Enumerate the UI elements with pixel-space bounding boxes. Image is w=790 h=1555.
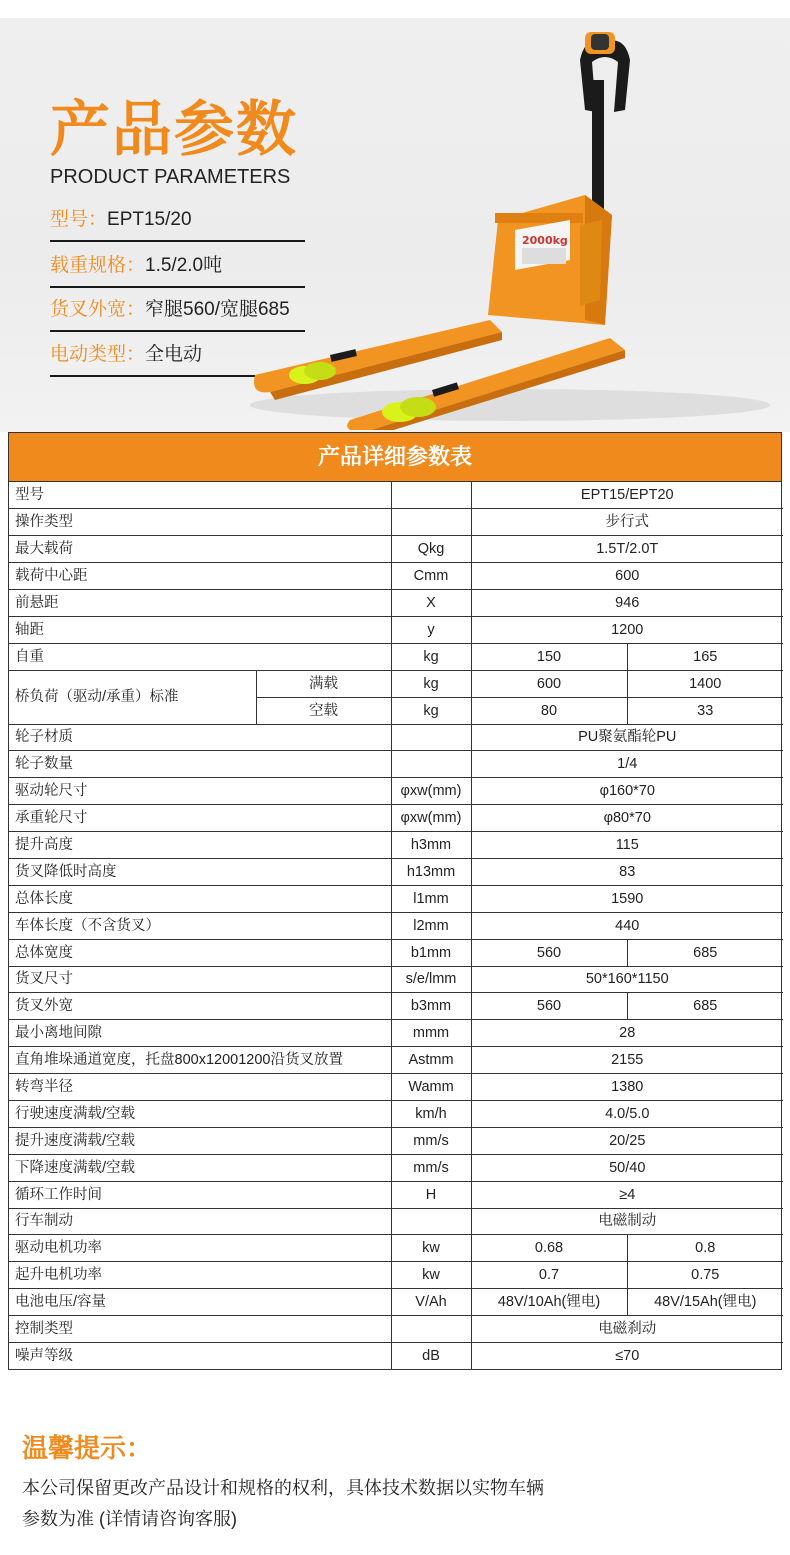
spec-label: 型号： (50, 209, 108, 230)
param-name: 提升高度 (9, 832, 391, 859)
param-unit: H (391, 1181, 471, 1208)
pallet-truck-image (240, 20, 790, 430)
param-unit: kw (391, 1262, 471, 1289)
page-subtitle: PRODUCT PARAMETERS (50, 166, 291, 188)
param-unit: kg (391, 643, 471, 670)
param-unit: X (391, 590, 471, 617)
param-name: 承重轮尺寸 (9, 805, 391, 832)
table-row (9, 616, 783, 643)
table-row (9, 536, 783, 563)
param-value: ≤70 (471, 1343, 783, 1370)
param-unit: kw (391, 1235, 471, 1262)
param-name: 行车制动 (9, 1208, 391, 1235)
param-value: 600 (471, 563, 783, 590)
table-row (9, 832, 783, 859)
param-value: 50/40 (471, 1154, 783, 1181)
table-row (9, 1316, 783, 1343)
spec-value: EPT15/20 (107, 209, 192, 230)
table-title: 产品详细参数表 (9, 433, 781, 482)
param-value-1: 80 (471, 697, 627, 724)
spec-value: 全电动 (145, 344, 203, 365)
param-value: EPT15/EPT20 (471, 482, 783, 509)
param-name: 循环工作时间 (9, 1181, 391, 1208)
param-unit: b3mm (391, 993, 471, 1020)
param-unit (391, 1208, 471, 1235)
param-name: 轮子材质 (9, 724, 391, 751)
table-row (9, 939, 783, 966)
param-value: 946 (471, 590, 783, 617)
param-name: 载荷中心距 (9, 563, 391, 590)
param-value-1: 560 (471, 939, 627, 966)
spec-value: 1.5/2.0吨 (145, 255, 223, 276)
table-row (9, 966, 783, 993)
param-value: φ160*70 (471, 778, 783, 805)
param-unit: Astmm (391, 1047, 471, 1074)
table-row (9, 751, 783, 778)
param-value: 电磁制动 (471, 1208, 783, 1235)
param-value-1: 48V/10Ah(锂电) (471, 1289, 627, 1316)
param-name: 桥负荷（驱动/承重）标准 (9, 670, 256, 724)
param-unit (391, 1316, 471, 1343)
table-row (9, 1289, 783, 1316)
hero-section (0, 0, 790, 432)
param-value: 1200 (471, 616, 783, 643)
table-row (9, 590, 783, 617)
param-unit: dB (391, 1343, 471, 1370)
param-name: 起升电机功率 (9, 1262, 391, 1289)
param-name: 最小离地间隙 (9, 1020, 391, 1047)
tips-text (22, 1473, 642, 1535)
param-unit: h3mm (391, 832, 471, 859)
table-row (9, 1127, 783, 1154)
spec-label: 货叉外宽： (50, 299, 146, 320)
table-row (9, 1154, 783, 1181)
table-row (9, 1343, 783, 1370)
table-row (9, 805, 783, 832)
param-value: 1/4 (471, 751, 783, 778)
param-value: 4.0/5.0 (471, 1100, 783, 1127)
param-value: ≥4 (471, 1181, 783, 1208)
param-value-2: 33 (627, 697, 783, 724)
param-unit: y (391, 616, 471, 643)
tips-line: 参数为准 (详情请咨询客服) (22, 1509, 237, 1529)
param-value-1: 560 (471, 993, 627, 1020)
param-value-2: 0.75 (627, 1262, 783, 1289)
param-unit (391, 751, 471, 778)
table-row (9, 1047, 783, 1074)
table-row (9, 1181, 783, 1208)
param-unit: Cmm (391, 563, 471, 590)
param-value: 1380 (471, 1074, 783, 1101)
param-value: 20/25 (471, 1127, 783, 1154)
table-row (9, 885, 783, 912)
param-name: 总体长度 (9, 885, 391, 912)
param-value: φ80*70 (471, 805, 783, 832)
param-value-2: 685 (627, 939, 783, 966)
param-name: 型号 (9, 482, 391, 509)
param-name: 控制类型 (9, 1316, 391, 1343)
param-unit: km/h (391, 1100, 471, 1127)
param-value-2: 48V/15Ah(锂电) (627, 1289, 783, 1316)
param-value-2: 1400 (627, 670, 783, 697)
param-unit (391, 724, 471, 751)
param-name: 轴距 (9, 616, 391, 643)
param-value-2: 165 (627, 643, 783, 670)
param-value: 28 (471, 1020, 783, 1047)
param-name: 货叉尺寸 (9, 966, 391, 993)
table-row (9, 858, 783, 885)
param-value-1: 0.7 (471, 1262, 627, 1289)
param-name: 最大载荷 (9, 536, 391, 563)
param-unit: s/e/lmm (391, 966, 471, 993)
param-unit: mm/s (391, 1154, 471, 1181)
param-name: 货叉外宽 (9, 993, 391, 1020)
param-name: 噪声等级 (9, 1343, 391, 1370)
table-row (9, 1208, 783, 1235)
param-value-1: 150 (471, 643, 627, 670)
param-unit: Qkg (391, 536, 471, 563)
table-row (9, 563, 783, 590)
table-row (9, 509, 783, 536)
param-name: 自重 (9, 643, 391, 670)
param-value: 83 (471, 858, 783, 885)
param-unit: φxw(mm) (391, 778, 471, 805)
param-unit: mmm (391, 1020, 471, 1047)
param-unit (391, 482, 471, 509)
param-unit: h13mm (391, 858, 471, 885)
top-strip (0, 0, 790, 18)
spec-value: 窄腿560/宽腿685 (145, 299, 290, 320)
spec-table (9, 482, 783, 1369)
svg-text:2000kg: 2000kg (522, 234, 568, 247)
table-row (9, 1100, 783, 1127)
param-unit: φxw(mm) (391, 805, 471, 832)
page-title: 产品参数 (50, 95, 298, 165)
param-name: 总体宽度 (9, 939, 391, 966)
spec-label: 电动类型： (50, 344, 146, 365)
table-row (9, 1020, 783, 1047)
param-unit: mm/s (391, 1127, 471, 1154)
param-name: 下降速度满载/空载 (9, 1154, 391, 1181)
param-value: PU聚氨酯轮PU (471, 724, 783, 751)
param-name: 车体长度（不含货叉） (9, 912, 391, 939)
tips-title: 温馨提示： (22, 1434, 153, 1464)
param-name: 行驶速度满载/空载 (9, 1100, 391, 1127)
param-value-2: 685 (627, 993, 783, 1020)
param-value: 步行式 (471, 509, 783, 536)
param-value-2: 0.8 (627, 1235, 783, 1262)
param-unit: kg (391, 697, 471, 724)
param-sub-label: 满载 (256, 670, 391, 697)
param-sub-label: 空载 (256, 697, 391, 724)
param-value-1: 0.68 (471, 1235, 627, 1262)
param-name: 驱动轮尺寸 (9, 778, 391, 805)
table-row (9, 724, 783, 751)
table-row (9, 778, 783, 805)
table-row (9, 912, 783, 939)
param-unit: Wamm (391, 1074, 471, 1101)
param-name: 轮子数量 (9, 751, 391, 778)
table-row (9, 670, 783, 697)
param-value: 电磁刹动 (471, 1316, 783, 1343)
param-unit: V/Ah (391, 1289, 471, 1316)
param-unit: kg (391, 670, 471, 697)
param-unit: l2mm (391, 912, 471, 939)
param-name: 前悬距 (9, 590, 391, 617)
param-value: 50*160*1150 (471, 966, 783, 993)
param-unit: b1mm (391, 939, 471, 966)
param-value: 1.5T/2.0T (471, 536, 783, 563)
table-row (9, 643, 783, 670)
spec-label: 载重规格： (50, 255, 146, 276)
parameter-table (8, 432, 782, 1370)
param-unit: l1mm (391, 885, 471, 912)
param-value-1: 600 (471, 670, 627, 697)
param-value: 1590 (471, 885, 783, 912)
table-row (9, 482, 783, 509)
table-row (9, 993, 783, 1020)
param-name: 驱动电机功率 (9, 1235, 391, 1262)
param-unit (391, 509, 471, 536)
tips-line: 本公司保留更改产品设计和规格的权利，具体技术数据以实物车辆 (22, 1478, 544, 1498)
param-name: 提升速度满载/空载 (9, 1127, 391, 1154)
param-value: 2155 (471, 1047, 783, 1074)
param-name: 转弯半径 (9, 1074, 391, 1101)
table-row (9, 1235, 783, 1262)
param-name: 操作类型 (9, 509, 391, 536)
table-row (9, 1262, 783, 1289)
param-name: 电池电压/容量 (9, 1289, 391, 1316)
param-value: 440 (471, 912, 783, 939)
table-row (9, 1074, 783, 1101)
param-value: 115 (471, 832, 783, 859)
param-name: 货叉降低时高度 (9, 858, 391, 885)
param-name: 直角堆垛通道宽度，托盘800x12001200沿货叉放置 (9, 1047, 391, 1074)
